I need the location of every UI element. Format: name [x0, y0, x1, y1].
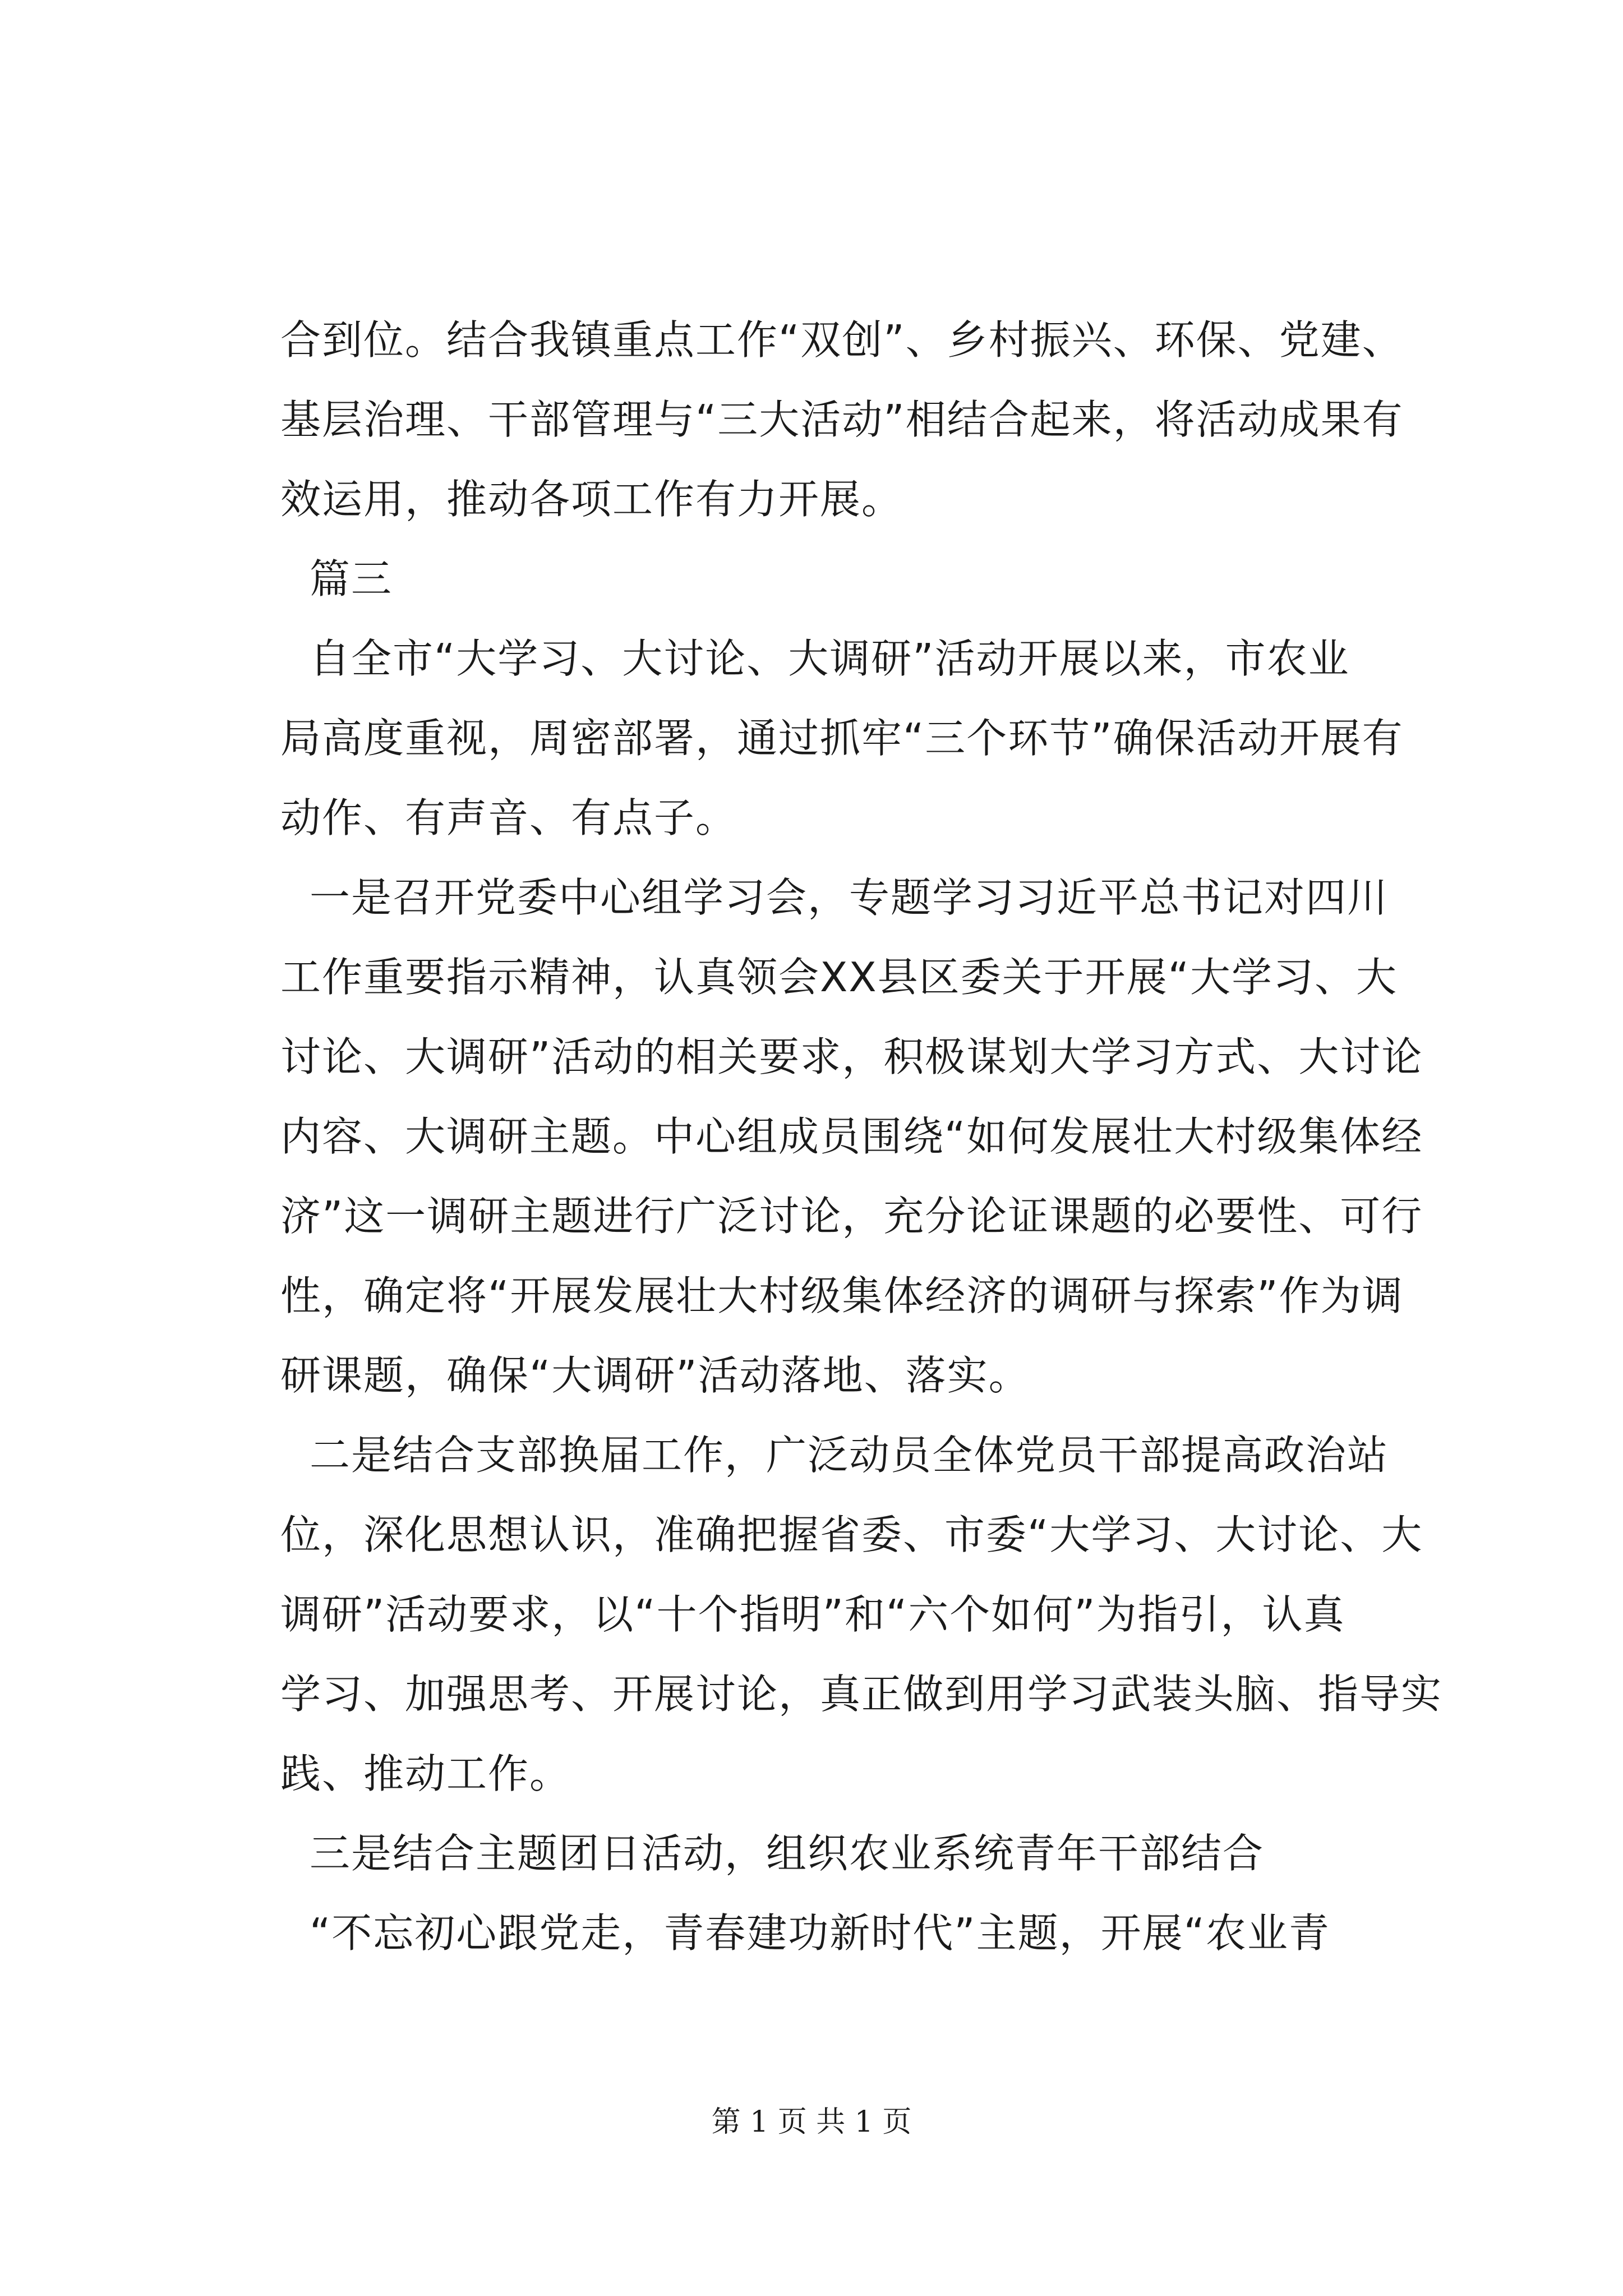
paragraph-1-line-3: 效运用，推动各项工作有力开展。 — [280, 476, 903, 523]
paragraph-3-line-3: 讨论、大调研”活动的相关要求，积极谋划大学习方式、大讨论 — [280, 1033, 1423, 1080]
section-heading: 篇三 — [310, 555, 393, 602]
paragraph-2-line-1: 自全市“大学习、大讨论、大调研”活动开展以来，市农业 — [310, 635, 1350, 682]
paragraph-2-line-2: 局高度重视，周密部署，通过抓牢“三个环节”确保活动开展有 — [280, 715, 1404, 762]
paragraph-4-line-1: 二是结合支部换届工作，广泛动员全体党员干部提高政治站 — [310, 1432, 1389, 1479]
paragraph-4-line-3: 调研”活动要求，以“十个指明”和“六个如何”为指引，认真 — [280, 1591, 1345, 1638]
paragraph-1-line-2: 基层治理、干部管理与“三大活动”相结合起来，将活动成果有 — [280, 396, 1404, 443]
paragraph-4-line-4: 学习、加强思考、开展讨论，真正做到用学习武装头脑、指导实 — [280, 1671, 1443, 1718]
paragraph-3-line-5: 济”这一调研主题进行广泛讨论，充分论证课题的必要性、可行 — [280, 1193, 1423, 1240]
paragraph-3-line-2: 工作重要指示精神，认真领会XX县区委关于开展“大学习、大 — [280, 954, 1398, 1001]
paragraph-1-line-1: 合到位。结合我镇重点工作“双创”、乡村振兴、环保、党建、 — [280, 316, 1404, 364]
paragraph-4-line-5: 践、推动工作。 — [280, 1750, 571, 1797]
paragraph-5-line-2: “不忘初心跟党走，青春建功新时代”主题，开展“农业青 — [310, 1910, 1330, 1957]
page-number-footer: 第 1 页 共 1 页 — [711, 2105, 912, 2139]
paragraph-3-line-4: 内容、大调研主题。中心组成员围绕“如何发展壮大村级集体经 — [280, 1113, 1423, 1160]
paragraph-5-line-1: 三是结合主题团日活动，组织农业系统青年干部结合 — [310, 1830, 1265, 1877]
paragraph-2-line-3: 动作、有声音、有点子。 — [280, 794, 737, 841]
paragraph-3-line-1: 一是召开党委中心组学习会，专题学习习近平总书记对四川 — [310, 874, 1389, 921]
paragraph-3-line-7: 研课题，确保“大调研”活动落地、落实。 — [280, 1352, 1030, 1399]
paragraph-3-line-6: 性，确定将“开展发展壮大村级集体经济的调研与探索”作为调 — [280, 1272, 1404, 1319]
paragraph-4-line-2: 位，深化思想认识，准确把握省委、市委“大学习、大讨论、大 — [280, 1511, 1423, 1558]
